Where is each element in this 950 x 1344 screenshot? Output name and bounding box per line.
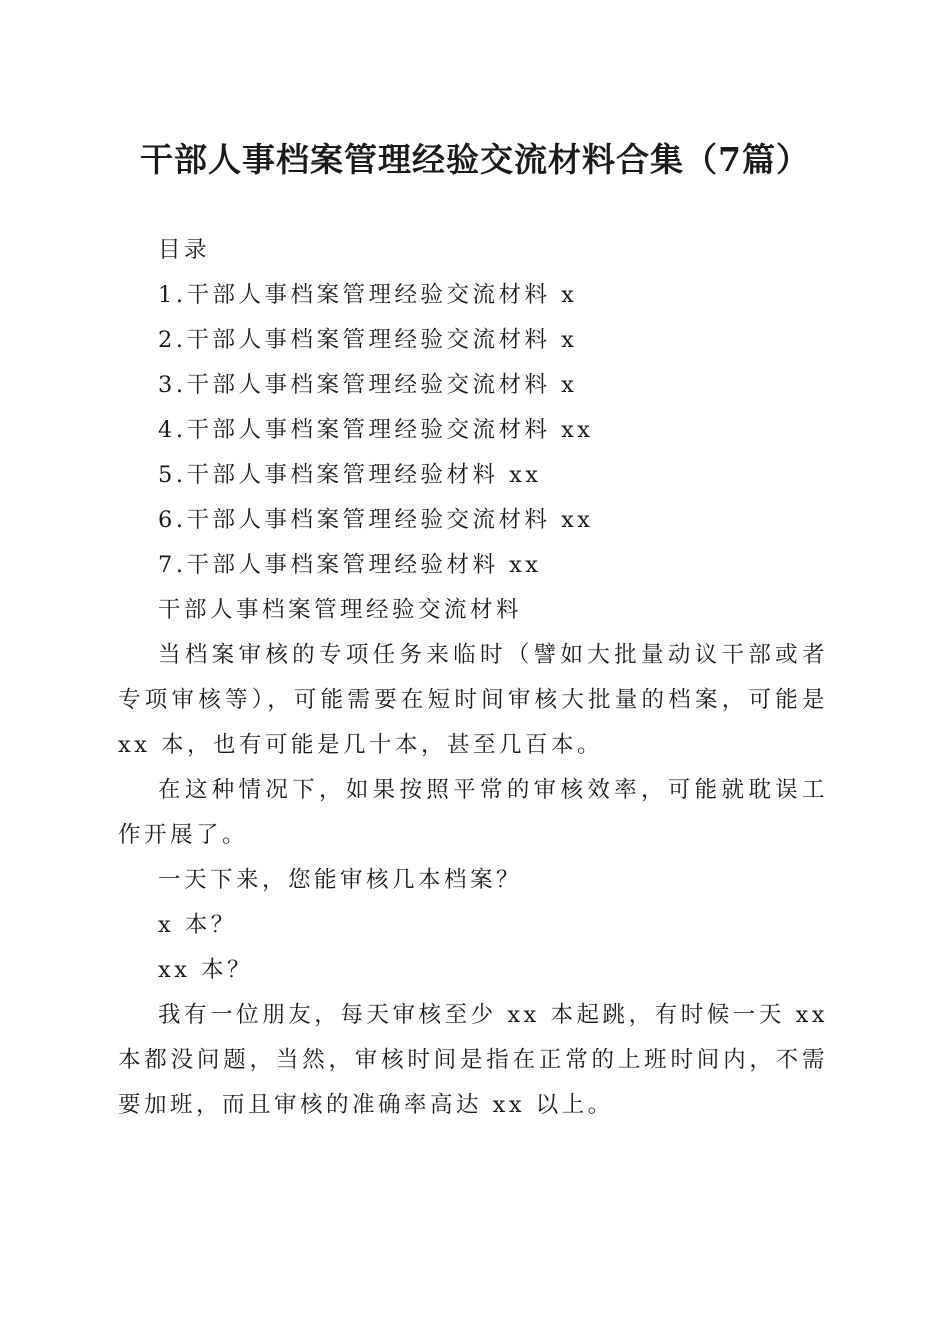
body-paragraph: xx 本？: [158, 957, 254, 983]
body-paragraph: 一天下来，您能审核几本档案？: [158, 867, 523, 893]
document-body: [118, 228, 828, 1128]
toc-item: 6.干部人事档案管理经验交流材料 xx: [158, 507, 594, 533]
toc-item: 4.干部人事档案管理经验交流材料 xx: [158, 417, 594, 443]
document-title: 干部人事档案管理经验交流材料合集（7篇）: [140, 140, 810, 179]
toc-item: 7.干部人事档案管理经验材料 xx: [158, 552, 542, 578]
toc-heading: 目录: [158, 237, 211, 263]
body-paragraph: 在这种情况下，如果按照平常的审核效率，可能就耽误工作开展了。: [118, 777, 828, 848]
toc-item: 3.干部人事档案管理经验交流材料 x: [158, 372, 578, 398]
body-paragraph: 我有一位朋友，每天审核至少 xx 本起跳，有时候一天 xx 本都没问题，当然，审核时间是指在正常的上班时间内，不需要加班，而且审核的准确率高达 xx 以上。: [118, 1002, 828, 1118]
toc-item: 5.干部人事档案管理经验材料 xx: [158, 462, 542, 488]
toc-item: 1.干部人事档案管理经验交流材料 x: [158, 282, 578, 308]
table-of-contents: [118, 273, 828, 588]
body-paragraph: 当档案审核的专项任务来临时（譬如大批量动议干部或者专项审核等），可能需要在短时间审核大批量的档案，可能是 xx 本，也有可能是几十本，甚至几百本。: [118, 642, 828, 758]
section-heading: 干部人事档案管理经验交流材料: [158, 597, 523, 623]
body-paragraph: x 本？: [158, 912, 237, 938]
toc-item: 2.干部人事档案管理经验交流材料 x: [158, 327, 578, 353]
